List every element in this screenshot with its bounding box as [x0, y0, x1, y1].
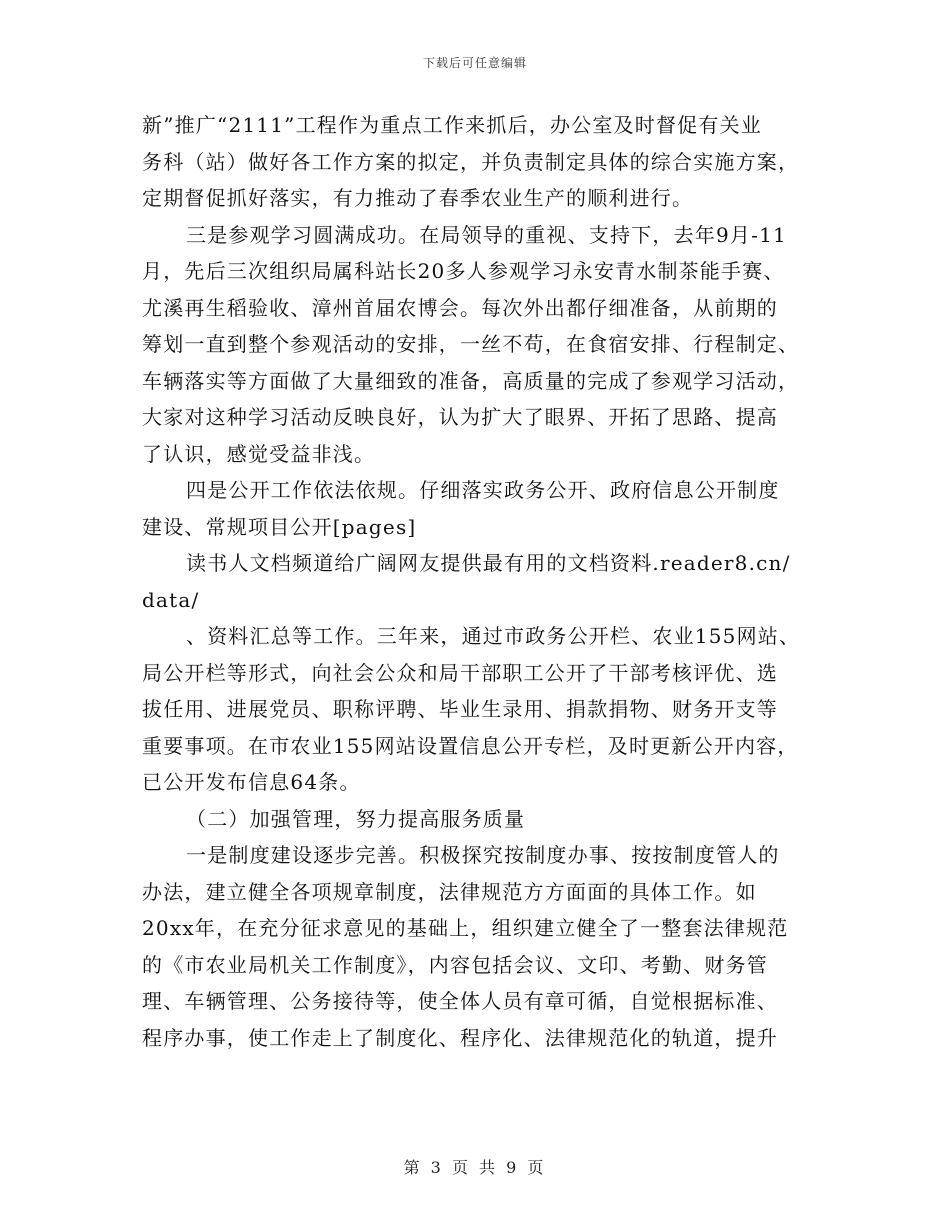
reader8-notice-cont: data/	[142, 587, 200, 612]
document-body	[142, 107, 807, 1056]
body-line-6: 尤溪再生稻验收、漳州首届农博会。每次外出都仔细准备，从前期的	[142, 295, 778, 320]
section-heading: （二）加强管理，努力提高服务质量	[186, 806, 526, 831]
body-line-17: 拔任用、进展党员、职称评聘、毕业生录用、捐款捐物、财务开支等	[142, 697, 778, 721]
body-line-24: 的《市农业局机关工作制度》，内容包括会议、文印、考勤、财务管	[142, 952, 768, 977]
body-line-9: 大家对这种学习活动反映良好，认为扩大了眼界、开拓了思路、提高	[142, 405, 778, 429]
body-line-18: 重要事项。在市农业155网站设置信息公开专栏，及时更新公开内容，	[142, 733, 799, 758]
paragraph-3-start: 三是参观学习圆满成功。在局领导的重视、支持下，去年9月-11	[186, 222, 787, 247]
page-number: 第 3 页 共 9 页	[403, 1158, 547, 1177]
header-note: 下载后可任意编辑	[422, 56, 527, 70]
paragraph-5-start: 一是制度建设逐步完善。积极探究按制度办事、按按制度管人的	[186, 843, 780, 867]
body-line-2: 务科（站）做好各工作方案的拟定，并负责制定具体的综合实施方案，	[142, 149, 800, 174]
body-line-16: 局公开栏等形式，向社会公众和局干部职工公开了干部考核评优、选	[142, 660, 778, 685]
body-line-3: 定期督促抓好落实，有力推动了春季农业生产的顺利进行。	[142, 186, 694, 210]
body-line-5: 月，先后三次组织局属科站长20多人参观学习永安青水制茶能手赛、	[142, 259, 785, 283]
body-line-10: 了认识，感觉受益非浅。	[142, 441, 376, 466]
body-line-26: 程序办事，使工作走上了制度化、程序化、法律规范化的轨道，提升	[142, 1025, 778, 1050]
body-line-1: 新”推广“2111”工程作为重点工作来抓后，办公室及时督促有关业	[142, 113, 762, 137]
body-line-12: 建设、常规项目公开[pages]	[142, 514, 417, 539]
body-line-22: 办法，建立健全各项规章制度，法律规范方方面面的具体工作。如	[142, 879, 757, 904]
body-line-23: 20xx年，在充分征求意见的基础上，组织建立健全了一整套法律规范	[142, 916, 789, 940]
body-line-7: 筹划一直到整个参观活动的安排，一丝不苟，在食宿安排、行程制定、	[142, 332, 800, 356]
reader8-notice: 读书人文档频道给广阔网友提供最有用的文档资料.reader8.cn/	[186, 551, 791, 575]
body-line-8: 车辆落实等方面做了大量细致的准备，高质量的完成了参观学习活动，	[142, 368, 800, 393]
body-line-19: 已公开发布信息64条。	[142, 770, 361, 794]
paragraph-4-start: 四是公开工作依法依规。仔细落实政务公开、政府信息公开制度	[186, 478, 780, 502]
body-line-25: 理、车辆管理、公务接待等，使全体人员有章可循，自觉根据标准、	[142, 989, 778, 1013]
paragraph-4-cont: 、资料汇总等工作。三年来，通过市政务公开栏、农业155网站、	[186, 624, 801, 648]
